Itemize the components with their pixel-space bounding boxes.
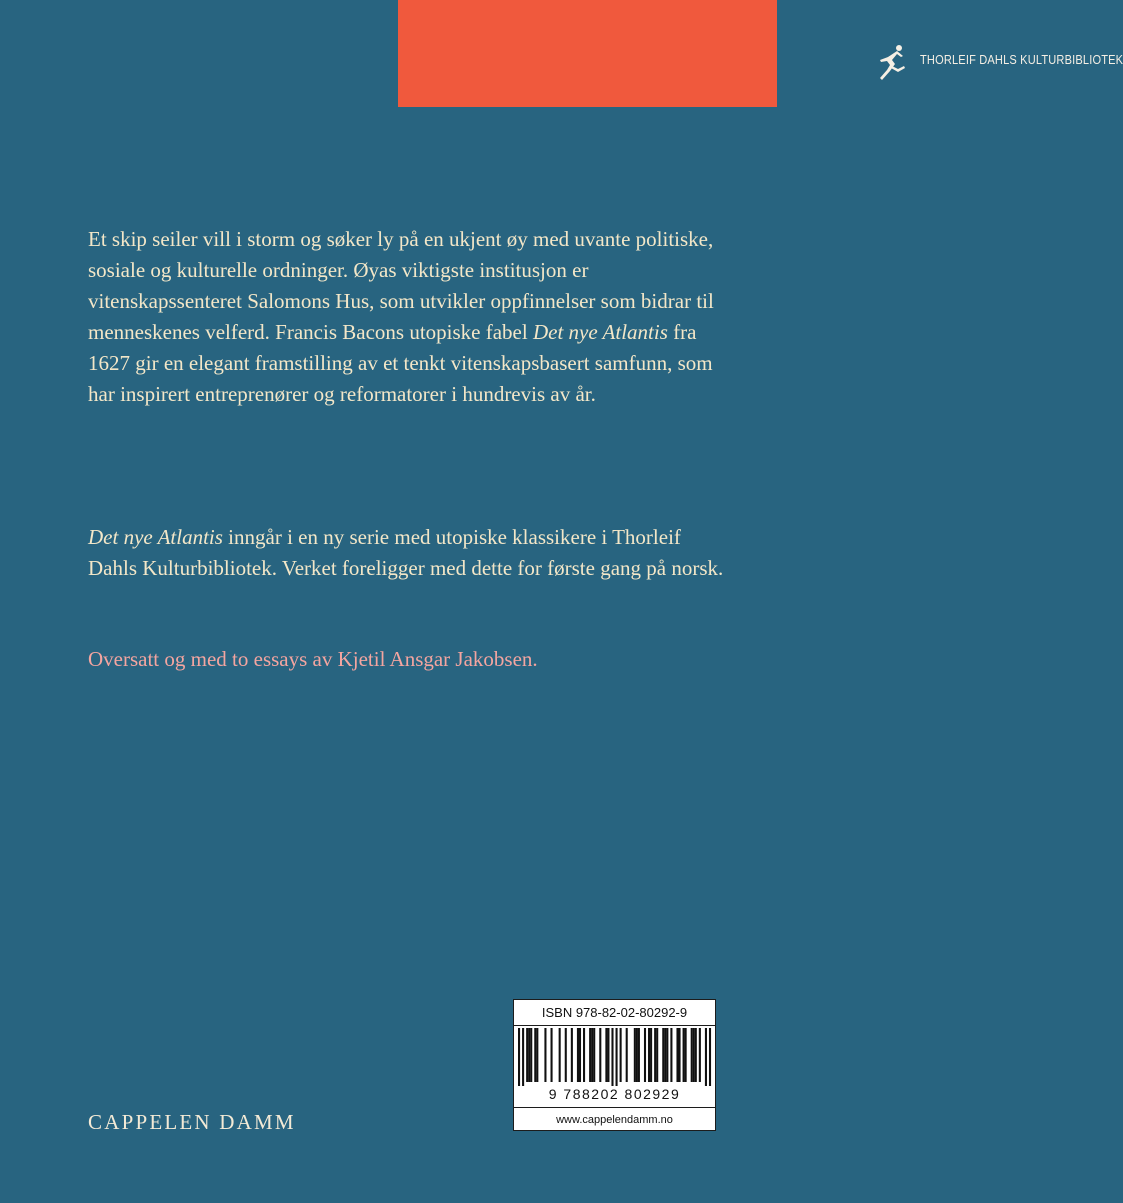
series-note-paragraph xyxy=(88,522,728,584)
barcode-bar xyxy=(577,1028,579,1082)
barcode-bar xyxy=(626,1028,628,1082)
barcode-bar xyxy=(709,1028,711,1086)
barcode-bar xyxy=(530,1028,532,1082)
barcode-bar xyxy=(559,1028,561,1082)
barcode-bar xyxy=(695,1028,697,1082)
barcode-bar xyxy=(616,1028,618,1086)
barcode-bar xyxy=(526,1028,528,1082)
barcode-bar xyxy=(565,1028,567,1082)
barcode-box xyxy=(513,999,716,1131)
barcode-bar xyxy=(583,1028,585,1082)
blurb-text-start: Et skip seiler vill i storm og søker ly på en ukjent øy med uvante politiske, sosiale og kulturelle ordninger. Øyas viktigste institusjon er vitenskapssenteret Salomons Hus, som utvikler oppfinnelser som bidrar til menneskenes velferd. Francis Bacons utopiske fabel xyxy=(88,227,714,344)
barcode-bar xyxy=(589,1028,591,1082)
barcode-bar xyxy=(571,1028,573,1082)
publisher-logo: CAPPELEN DAMM xyxy=(88,1110,296,1134)
isbn-label: ISBN 978-82-02-80292-9 xyxy=(514,1000,715,1026)
barcode-bar xyxy=(691,1028,693,1082)
series-banner xyxy=(398,0,1123,107)
barcode-bar xyxy=(534,1028,536,1082)
barcode-bar xyxy=(644,1028,646,1082)
barcode-bar xyxy=(593,1028,595,1082)
blurb-text-end: fra 1627 gir en elegant framstilling av et tenkt vitenskapsbasert samfunn, som har inspirert entreprenører og reformatorer i hundrevis av år. xyxy=(88,320,713,406)
translator-note: Oversatt og med to essays av Kjetil Ansgar Jakobsen. xyxy=(88,647,538,671)
barcode-bar xyxy=(551,1028,553,1082)
barcode-bar xyxy=(544,1028,546,1082)
barcode-bar xyxy=(664,1028,666,1082)
barcode-bar xyxy=(662,1028,664,1082)
barcode-bar xyxy=(536,1028,538,1082)
barcode-bar xyxy=(634,1028,636,1082)
book-title: Det nye Atlantis xyxy=(532,320,668,344)
barcode-bar xyxy=(607,1028,609,1082)
barcode-bar xyxy=(605,1028,607,1082)
barcode-bar xyxy=(620,1028,622,1082)
barcode-bar xyxy=(654,1028,656,1082)
barcode-bar xyxy=(666,1028,668,1082)
barcode-bar xyxy=(648,1028,650,1082)
barcode-bar xyxy=(705,1028,707,1086)
leaping-figure-icon xyxy=(878,44,908,82)
series-note-book-title: Det nye Atlantis xyxy=(88,525,223,549)
series-name: THORLEIF DAHLS KULTURBIBLIOTEK xyxy=(920,52,1123,67)
barcode-bar xyxy=(518,1028,520,1086)
barcode-bar xyxy=(579,1028,581,1082)
barcode-bar xyxy=(528,1028,530,1082)
barcode-bar xyxy=(591,1028,593,1082)
barcode-bars xyxy=(518,1028,711,1086)
barcode-bar xyxy=(685,1028,687,1082)
barcode-bar xyxy=(670,1028,672,1082)
blurb-paragraph xyxy=(88,224,728,410)
barcode-bar xyxy=(676,1028,678,1082)
barcode-bar xyxy=(611,1028,613,1086)
barcode-bar xyxy=(656,1028,658,1082)
barcode-bar xyxy=(636,1028,638,1082)
barcode-bar xyxy=(699,1028,701,1082)
series-note-text: inngår i en ny serie med utopiske klassikere i Thorleif Dahls Kulturbibliotek. Verket foreligger med dette for første gang på norsk. xyxy=(88,525,724,580)
barcode-bar xyxy=(522,1028,524,1086)
barcode-bar xyxy=(678,1028,680,1082)
barcode-digits: 9 788202 802929 xyxy=(548,1086,681,1102)
barcode-bar xyxy=(599,1028,601,1082)
publisher-url: www.cappelendamm.no xyxy=(514,1107,715,1131)
barcode-bar xyxy=(693,1028,695,1082)
barcode-bar xyxy=(683,1028,685,1082)
barcode-bar xyxy=(638,1028,640,1082)
barcode-bar xyxy=(650,1028,652,1082)
